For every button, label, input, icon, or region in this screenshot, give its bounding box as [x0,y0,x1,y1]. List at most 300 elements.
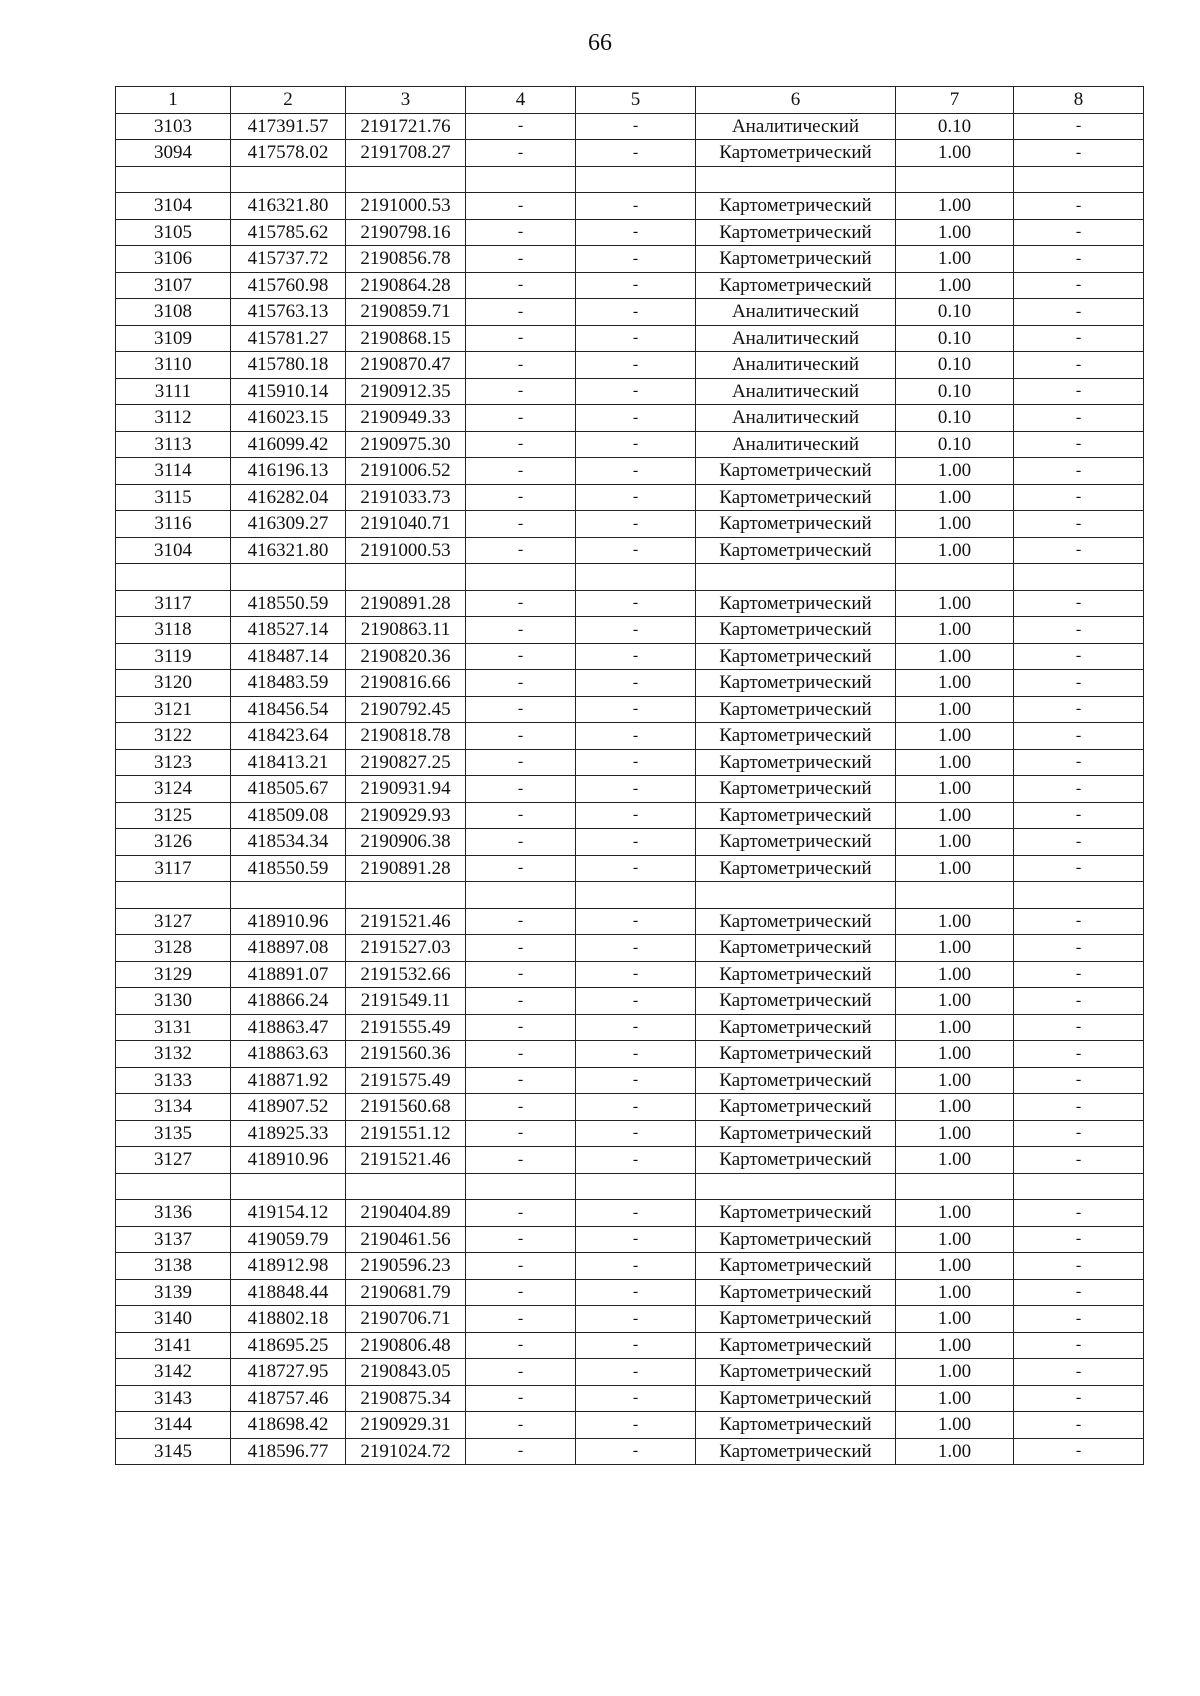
x-coordinate-cell: 418527.14 [231,617,346,644]
accuracy-cell: 0.10 [896,299,1014,326]
accuracy-cell [896,564,1014,591]
col4-cell: - [466,696,576,723]
method-cell: Картометрический [696,484,896,511]
y-coordinate-cell: 2190827.25 [346,749,466,776]
y-coordinate-cell: 2191721.76 [346,113,466,140]
col5-cell: - [576,299,696,326]
accuracy-cell: 0.10 [896,431,1014,458]
method-cell: Картометрический [696,802,896,829]
table-row [116,1200,1144,1227]
col4-cell: - [466,272,576,299]
table-row [116,246,1144,273]
x-coordinate-cell: 418456.54 [231,696,346,723]
col8-cell: - [1014,961,1144,988]
col8-cell: - [1014,378,1144,405]
method-cell: Аналитический [696,431,896,458]
y-coordinate-cell: 2191532.66 [346,961,466,988]
col5-cell: - [576,855,696,882]
col4-cell: - [466,1359,576,1386]
accuracy-cell: 1.00 [896,696,1014,723]
col5-cell: - [576,988,696,1015]
col5-cell [576,166,696,193]
col4-cell: - [466,193,576,220]
accuracy-cell: 1.00 [896,193,1014,220]
method-cell: Аналитический [696,378,896,405]
point-number-cell: 3136 [116,1200,231,1227]
method-cell: Картометрический [696,590,896,617]
header-col-6: 6 [696,87,896,114]
accuracy-cell: 1.00 [896,1200,1014,1227]
col5-cell: - [576,802,696,829]
col5-cell: - [576,1306,696,1333]
accuracy-cell: 1.00 [896,537,1014,564]
point-number-cell: 3124 [116,776,231,803]
col4-cell: - [466,1094,576,1121]
x-coordinate-cell: 418863.47 [231,1014,346,1041]
col4-cell: - [466,219,576,246]
method-cell: Картометрический [696,1067,896,1094]
col5-cell: - [576,193,696,220]
col5-cell: - [576,246,696,273]
col5-cell: - [576,1094,696,1121]
point-number-cell: 3138 [116,1253,231,1280]
accuracy-cell: 1.00 [896,1438,1014,1465]
y-coordinate-cell: 2190818.78 [346,723,466,750]
x-coordinate-cell: 418695.25 [231,1332,346,1359]
point-number-cell: 3104 [116,193,231,220]
col5-cell: - [576,458,696,485]
col5-cell: - [576,696,696,723]
col5-cell: - [576,1385,696,1412]
accuracy-cell: 1.00 [896,272,1014,299]
y-coordinate-cell: 2190891.28 [346,855,466,882]
method-cell: Картометрический [696,1306,896,1333]
x-coordinate-cell: 418757.46 [231,1385,346,1412]
col4-cell: - [466,140,576,167]
col4-cell: - [466,1067,576,1094]
point-number-cell: 3123 [116,749,231,776]
point-number-cell: 3108 [116,299,231,326]
accuracy-cell [896,1173,1014,1200]
header-col-4: 4 [466,87,576,114]
x-coordinate-cell: 418891.07 [231,961,346,988]
col8-cell: - [1014,617,1144,644]
y-coordinate-cell: 2190975.30 [346,431,466,458]
col8-cell: - [1014,511,1144,538]
accuracy-cell: 1.00 [896,961,1014,988]
table-row [116,802,1144,829]
method-cell: Картометрический [696,908,896,935]
point-number-cell [116,882,231,909]
method-cell: Картометрический [696,829,896,856]
col8-cell: - [1014,802,1144,829]
table-row [116,1306,1144,1333]
col4-cell: - [466,352,576,379]
x-coordinate-cell: 418698.42 [231,1412,346,1439]
table-row [116,193,1144,220]
y-coordinate-cell: 2190792.45 [346,696,466,723]
x-coordinate-cell: 418910.96 [231,1147,346,1174]
y-coordinate-cell: 2190891.28 [346,590,466,617]
accuracy-cell [896,882,1014,909]
method-cell: Картометрический [696,988,896,1015]
y-coordinate-cell: 2190929.93 [346,802,466,829]
col5-cell: - [576,378,696,405]
method-cell: Картометрический [696,1359,896,1386]
point-number-cell: 3115 [116,484,231,511]
point-number-cell: 3119 [116,643,231,670]
method-cell [696,564,896,591]
point-number-cell: 3131 [116,1014,231,1041]
x-coordinate-cell: 416321.80 [231,537,346,564]
col8-cell: - [1014,590,1144,617]
point-number-cell: 3120 [116,670,231,697]
table-row [116,431,1144,458]
x-coordinate-cell: 415780.18 [231,352,346,379]
accuracy-cell: 1.00 [896,670,1014,697]
point-number-cell: 3104 [116,537,231,564]
accuracy-cell: 1.00 [896,1306,1014,1333]
col4-cell: - [466,590,576,617]
col5-cell: - [576,511,696,538]
header-col-1: 1 [116,87,231,114]
x-coordinate-cell: 415785.62 [231,219,346,246]
col5-cell: - [576,352,696,379]
y-coordinate-cell [346,882,466,909]
x-coordinate-cell: 418550.59 [231,855,346,882]
y-coordinate-cell: 2190868.15 [346,325,466,352]
table-row [116,617,1144,644]
x-coordinate-cell: 415760.98 [231,272,346,299]
col8-cell [1014,564,1144,591]
accuracy-cell: 0.10 [896,325,1014,352]
point-number-cell: 3142 [116,1359,231,1386]
method-cell: Картометрический [696,855,896,882]
method-cell: Картометрический [696,1253,896,1280]
col4-cell: - [466,988,576,1015]
point-number-cell: 3137 [116,1226,231,1253]
method-cell: Картометрический [696,749,896,776]
coordinates-table [115,86,1144,1465]
col4-cell: - [466,458,576,485]
point-number-cell: 3134 [116,1094,231,1121]
col4-cell [466,882,576,909]
col4-cell: - [466,1332,576,1359]
col4-cell: - [466,802,576,829]
table-row [116,1120,1144,1147]
table-header-row [116,87,1144,114]
point-number-cell: 3145 [116,1438,231,1465]
y-coordinate-cell: 2191527.03 [346,935,466,962]
col8-cell: - [1014,1438,1144,1465]
method-cell: Аналитический [696,405,896,432]
y-coordinate-cell: 2191000.53 [346,537,466,564]
point-number-cell: 3127 [116,908,231,935]
point-number-cell: 3112 [116,405,231,432]
col8-cell: - [1014,1253,1144,1280]
point-number-cell: 3103 [116,113,231,140]
col4-cell: - [466,1014,576,1041]
accuracy-cell: 1.00 [896,1253,1014,1280]
accuracy-cell: 1.00 [896,988,1014,1015]
accuracy-cell: 1.00 [896,617,1014,644]
x-coordinate-cell: 419154.12 [231,1200,346,1227]
table-row [116,776,1144,803]
accuracy-cell: 1.00 [896,1279,1014,1306]
y-coordinate-cell: 2190931.94 [346,776,466,803]
point-number-cell: 3127 [116,1147,231,1174]
point-number-cell: 3135 [116,1120,231,1147]
point-number-cell: 3122 [116,723,231,750]
point-number-cell: 3094 [116,140,231,167]
x-coordinate-cell: 416099.42 [231,431,346,458]
table-row [116,1094,1144,1121]
method-cell: Картометрический [696,1041,896,1068]
method-cell: Картометрический [696,1412,896,1439]
col8-cell: - [1014,696,1144,723]
method-cell: Картометрический [696,219,896,246]
method-cell: Картометрический [696,1385,896,1412]
y-coordinate-cell: 2191521.46 [346,1147,466,1174]
table-row [116,908,1144,935]
col8-cell [1014,882,1144,909]
table-row [116,1041,1144,1068]
point-number-cell: 3132 [116,1041,231,1068]
header-col-8: 8 [1014,87,1144,114]
y-coordinate-cell: 2190863.11 [346,617,466,644]
accuracy-cell: 1.00 [896,458,1014,485]
x-coordinate-cell: 418483.59 [231,670,346,697]
col8-cell: - [1014,1306,1144,1333]
table-row [116,405,1144,432]
col5-cell: - [576,1147,696,1174]
y-coordinate-cell: 2190806.48 [346,1332,466,1359]
x-coordinate-cell: 418925.33 [231,1120,346,1147]
col5-cell: - [576,484,696,511]
table-row [116,272,1144,299]
point-number-cell: 3140 [116,1306,231,1333]
method-cell: Картометрический [696,723,896,750]
table-row [116,988,1144,1015]
col8-cell: - [1014,749,1144,776]
x-coordinate-cell: 418802.18 [231,1306,346,1333]
col8-cell: - [1014,272,1144,299]
method-cell: Картометрический [696,537,896,564]
col8-cell: - [1014,219,1144,246]
y-coordinate-cell: 2191708.27 [346,140,466,167]
accuracy-cell: 1.00 [896,590,1014,617]
table-row [116,378,1144,405]
x-coordinate-cell: 418550.59 [231,590,346,617]
y-coordinate-cell: 2191549.11 [346,988,466,1015]
col8-cell: - [1014,325,1144,352]
col4-cell: - [466,617,576,644]
col5-cell: - [576,431,696,458]
table-row [116,484,1144,511]
accuracy-cell: 0.10 [896,405,1014,432]
col4-cell: - [466,299,576,326]
table-row [116,1385,1144,1412]
method-cell: Картометрический [696,1438,896,1465]
col8-cell: - [1014,1332,1144,1359]
col8-cell: - [1014,537,1144,564]
y-coordinate-cell: 2190875.34 [346,1385,466,1412]
table-row [116,961,1144,988]
x-coordinate-cell: 415763.13 [231,299,346,326]
x-coordinate-cell: 418509.08 [231,802,346,829]
x-coordinate-cell: 418534.34 [231,829,346,856]
col8-cell: - [1014,1359,1144,1386]
col8-cell: - [1014,1094,1144,1121]
point-number-cell [116,564,231,591]
method-cell: Картометрический [696,961,896,988]
point-number-cell: 3114 [116,458,231,485]
col8-cell: - [1014,643,1144,670]
col4-cell: - [466,749,576,776]
x-coordinate-cell: 416309.27 [231,511,346,538]
table-row [116,696,1144,723]
col8-cell: - [1014,1147,1144,1174]
col8-cell: - [1014,484,1144,511]
x-coordinate-cell: 418863.63 [231,1041,346,1068]
method-cell: Картометрический [696,1279,896,1306]
x-coordinate-cell [231,882,346,909]
y-coordinate-cell: 2190906.38 [346,829,466,856]
col5-cell: - [576,140,696,167]
col4-cell: - [466,405,576,432]
col8-cell: - [1014,193,1144,220]
point-number-cell: 3118 [116,617,231,644]
method-cell: Картометрический [696,935,896,962]
y-coordinate-cell: 2191000.53 [346,193,466,220]
table-row [116,855,1144,882]
table-row [116,458,1144,485]
y-coordinate-cell: 2190843.05 [346,1359,466,1386]
col4-cell: - [466,484,576,511]
table-row [116,590,1144,617]
y-coordinate-cell: 2190681.79 [346,1279,466,1306]
x-coordinate-cell: 415781.27 [231,325,346,352]
accuracy-cell: 1.00 [896,776,1014,803]
col8-cell: - [1014,458,1144,485]
point-number-cell: 3110 [116,352,231,379]
point-number-cell: 3125 [116,802,231,829]
accuracy-cell: 0.10 [896,113,1014,140]
table-row [116,935,1144,962]
point-number-cell: 3113 [116,431,231,458]
x-coordinate-cell: 415910.14 [231,378,346,405]
accuracy-cell: 1.00 [896,1067,1014,1094]
col8-cell: - [1014,1014,1144,1041]
method-cell: Картометрический [696,1014,896,1041]
accuracy-cell: 1.00 [896,219,1014,246]
table-row [116,140,1144,167]
x-coordinate-cell: 417578.02 [231,140,346,167]
accuracy-cell: 1.00 [896,246,1014,273]
col4-cell: - [466,113,576,140]
table-row [116,1253,1144,1280]
header-col-3: 3 [346,87,466,114]
point-number-cell: 3117 [116,590,231,617]
col5-cell: - [576,1041,696,1068]
method-cell: Картометрический [696,1226,896,1253]
table-row [116,537,1144,564]
col5-cell: - [576,749,696,776]
x-coordinate-cell: 416196.13 [231,458,346,485]
col8-cell: - [1014,1385,1144,1412]
col4-cell: - [466,908,576,935]
method-cell: Аналитический [696,352,896,379]
col5-cell: - [576,1253,696,1280]
accuracy-cell: 1.00 [896,1041,1014,1068]
y-coordinate-cell: 2191555.49 [346,1014,466,1041]
x-coordinate-cell: 418871.92 [231,1067,346,1094]
col8-cell: - [1014,1279,1144,1306]
col5-cell: - [576,1279,696,1306]
col4-cell: - [466,935,576,962]
x-coordinate-cell [231,166,346,193]
col5-cell: - [576,643,696,670]
table-row [116,643,1144,670]
method-cell: Картометрический [696,1094,896,1121]
col8-cell: - [1014,405,1144,432]
col5-cell: - [576,670,696,697]
col5-cell: - [576,935,696,962]
col4-cell: - [466,1438,576,1465]
table-separator-row [116,166,1144,193]
x-coordinate-cell: 418727.95 [231,1359,346,1386]
method-cell: Картометрический [696,1147,896,1174]
col8-cell: - [1014,431,1144,458]
y-coordinate-cell [346,564,466,591]
x-coordinate-cell [231,564,346,591]
method-cell: Картометрический [696,193,896,220]
col8-cell: - [1014,776,1144,803]
table-row [116,749,1144,776]
col8-cell [1014,166,1144,193]
y-coordinate-cell: 2190596.23 [346,1253,466,1280]
col5-cell: - [576,113,696,140]
point-number-cell: 3139 [116,1279,231,1306]
col8-cell: - [1014,988,1144,1015]
table-row [116,1067,1144,1094]
table-row [116,670,1144,697]
col5-cell: - [576,908,696,935]
col5-cell: - [576,1014,696,1041]
point-number-cell [116,166,231,193]
point-number-cell: 3105 [116,219,231,246]
col4-cell [466,166,576,193]
y-coordinate-cell: 2191560.68 [346,1094,466,1121]
table-row [116,113,1144,140]
table-row [116,1412,1144,1439]
y-coordinate-cell: 2191033.73 [346,484,466,511]
accuracy-cell: 1.00 [896,1332,1014,1359]
col8-cell: - [1014,670,1144,697]
table-body [116,113,1144,1465]
col8-cell: - [1014,935,1144,962]
y-coordinate-cell: 2190856.78 [346,246,466,273]
x-coordinate-cell: 416321.80 [231,193,346,220]
x-coordinate-cell: 418487.14 [231,643,346,670]
accuracy-cell: 1.00 [896,484,1014,511]
accuracy-cell: 1.00 [896,1359,1014,1386]
col5-cell: - [576,219,696,246]
col8-cell: - [1014,140,1144,167]
x-coordinate-cell: 418596.77 [231,1438,346,1465]
table-row [116,352,1144,379]
accuracy-cell [896,166,1014,193]
